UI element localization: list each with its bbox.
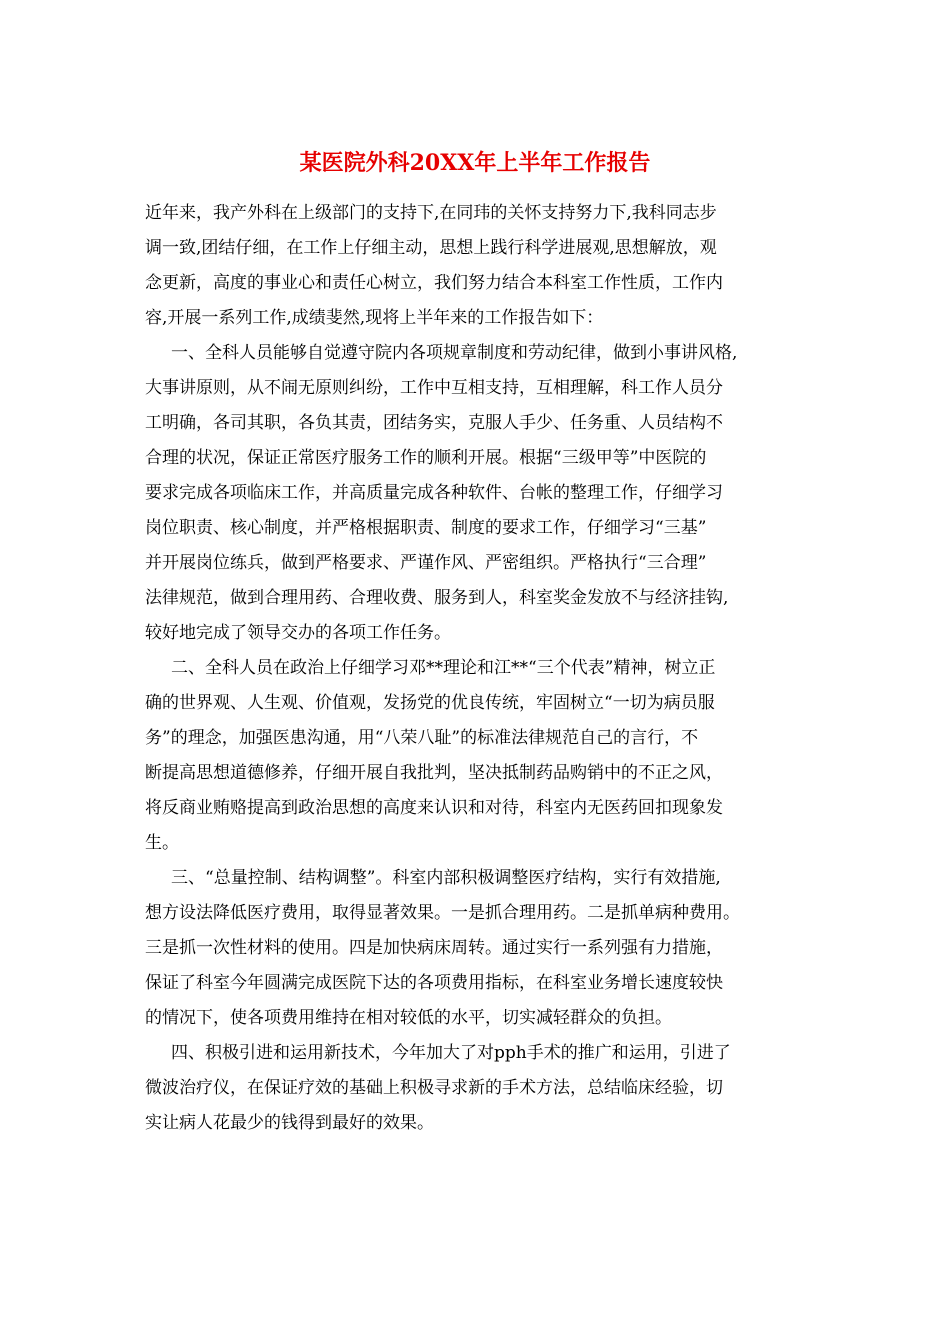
body-line: 合理的状况，保证正常医疗服务工作的顺利开展。根据“三级甲等”中医院的	[145, 448, 707, 468]
body-line: 近年来，我产外科在上级部门的支持下,在同玮的关怀支持努力下,我科同志步	[145, 203, 717, 223]
body-line: 法律规范，做到合理用药、合理收费、服务到人，科室奖金发放不与经济挂钩,	[145, 588, 729, 608]
body-line: 保证了科室今年圆满完成医院下达的各项费用指标，在科室业务增长速度较快	[145, 973, 723, 993]
body-line: 要求完成各项临床工作，并高质量完成各种软件、台帐的整理工作，仔细学习	[145, 483, 723, 503]
body-line: 三、“总量控制、结构调整”。科室内部积极调整医疗结构，实行有效措施,	[171, 868, 721, 888]
body-line: 四、积极引进和运用新技术，今年加大了对pph手术的推广和运用，引进了	[171, 1043, 731, 1063]
body-line: 将反商业贿赂提高到政治思想的高度来认识和对待，科室内无医药回扣现象发	[145, 798, 723, 818]
body-line: 想方设法降低医疗费用，取得显著效果。一是抓合理用药。二是抓单病种费用。	[145, 903, 740, 923]
body-line: 容,开展一系列工作,成绩斐然,现将上半年来的工作报告如下：	[145, 308, 604, 328]
body-line: 工明确，各司其职，各负其责，团结务实，克服人手少、任务重、人员结构不	[145, 413, 723, 433]
body-line: 实让病人花最少的钱得到最好的效果。	[145, 1113, 434, 1133]
body-line: 较好地完成了领导交办的各项工作任务。	[145, 623, 451, 643]
document-title: 某医院外科20XX年上半年工作报告	[299, 150, 651, 176]
body-line: 三是抓一次性材料的使用。四是加快病床周转。通过实行一系列强有力措施，	[145, 938, 723, 958]
body-line: 微波治疗仪，在保证疗效的基础上积极寻求新的手术方法，总结临床经验，切	[145, 1078, 723, 1098]
body-line: 大事讲原则，从不闹无原则纠纷，工作中互相支持，互相理解，科工作人员分	[145, 378, 723, 398]
body-line: 生。	[145, 833, 179, 853]
body-line: 并开展岗位练兵，做到严格要求、严谨作风、严密组织。严格执行“三合理”	[145, 553, 707, 573]
body-line: 断提高思想道德修养，仔细开展自我批判，坚决抵制药品购销中的不正之风，	[145, 763, 723, 783]
body-line: 确的世界观、人生观、价值观，发扬党的优良传统，牢固树立“一切为病员服	[145, 693, 715, 713]
body-line: 务”的理念，加强医患沟通，用“八荣八耻”的标准法律规范自己的言行，不	[145, 728, 699, 748]
body-line: 调一致,团结仔细，在工作上仔细主动，思想上践行科学进展观,思想解放，观	[145, 238, 717, 258]
body-line: 念更新，高度的事业心和责任心树立，我们努力结合本科室工作性质，工作内	[145, 273, 723, 293]
body-line: 岗位职责、核心制度，并严格根据职责、制度的要求工作，仔细学习“三基”	[145, 518, 707, 538]
document-body	[145, 196, 835, 1141]
body-line: 二、全科人员在政治上仔细学习邓**理论和江**“三个代表”精神，树立正	[171, 658, 716, 678]
body-line: 一、全科人员能够自觉遵守院内各项规章制度和劳动纪律，做到小事讲风格,	[171, 343, 738, 363]
body-line: 的情况下，使各项费用维持在相对较低的水平，切实减轻群众的负担。	[145, 1008, 672, 1028]
